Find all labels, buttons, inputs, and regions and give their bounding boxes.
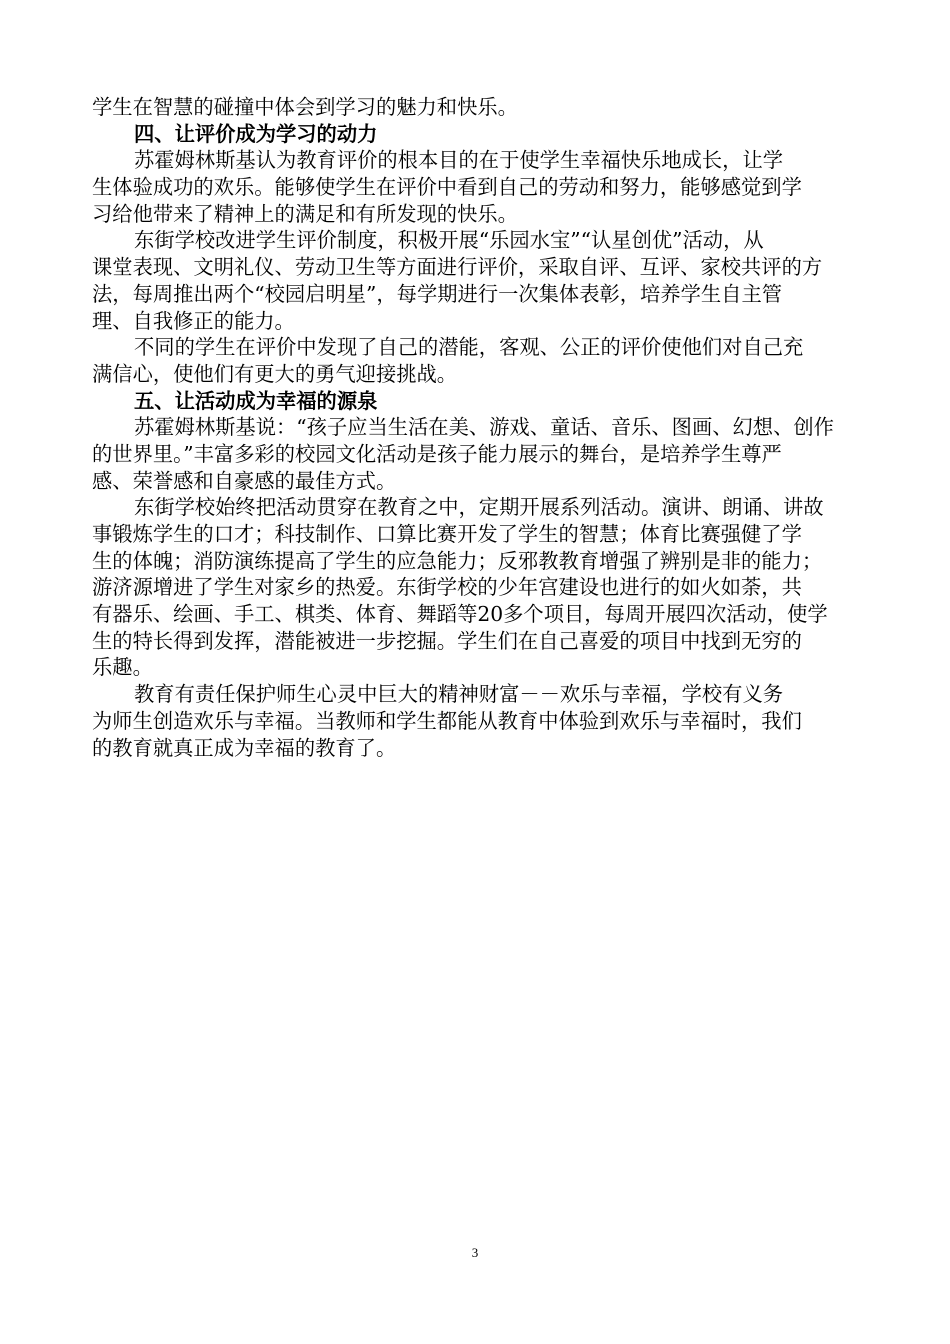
paragraph-line: 不同的学生在评价中发现了自己的潜能，客观、公正的评价使他们对自己充: [134, 335, 804, 360]
paragraph-line: 乐趣。: [92, 655, 153, 680]
page-number: 3: [471, 1245, 479, 1260]
paragraph-line: 的教育就真正成为幸福的教育了。: [92, 735, 397, 760]
paragraph-line: 游济源增进了学生对家乡的热爱。东街学校的少年宫建设也进行的如火如荼，共: [92, 575, 802, 600]
section-heading: 四、让评价成为学习的动力: [134, 121, 378, 146]
paragraph-line: 生体验成功的欢乐。能够使学生在评价中看到自己的劳动和努力，能够感觉到学: [92, 175, 802, 200]
paragraph-line: 的世界里。”丰富多彩的校园文化活动是孩子能力展示的舞台，是培养学生尊严: [92, 441, 782, 466]
paragraph-line: 法，每周推出两个“校园启明星”，每学期进行一次集体表彰，培养学生自主管: [92, 281, 783, 306]
paragraph-line: 感、荣誉感和自豪感的最佳方式。: [92, 468, 397, 493]
section-heading: 五、让活动成为幸福的源泉: [134, 388, 378, 413]
paragraph-line: 苏霍姆林斯基认为教育评价的根本目的在于使学生幸福快乐地成长，让学: [134, 148, 784, 173]
paragraph-line: 理、自我修正的能力。: [92, 308, 295, 333]
paragraph-line: 教育有责任保护师生心灵中巨大的精神财富－－欢乐与幸福，学校有义务: [134, 682, 784, 707]
paragraph-line: 满信心，使他们有更大的勇气迎接挑战。: [92, 361, 458, 386]
paragraph-line: 生的特长得到发挥，潜能被进一步挖掘。学生们在自己喜爱的项目中找到无穷的: [92, 628, 802, 653]
paragraph-line: 苏霍姆林斯基说：“孩子应当生活在美、游戏、童话、音乐、图画、幻想、创作: [134, 415, 834, 440]
paragraph-line: 生的体魄；消防演练提高了学生的应急能力；反邪教教育增强了辨别是非的能力；: [92, 548, 823, 573]
paragraph-line: 东街学校改进学生评价制度，积极开展“乐园水宝”“认星创优”活动，从: [134, 228, 764, 253]
paragraph-line: 为师生创造欢乐与幸福。当教师和学生都能从教育中体验到欢乐与幸福时，我们: [92, 708, 802, 733]
paragraph-line: 有器乐、绘画、手工、棋类、体育、舞蹈等20多个项目，每周开展四次活动，使学: [92, 602, 828, 627]
document-body: [92, 94, 862, 761]
paragraph-line: 课堂表现、文明礼仪、劳动卫生等方面进行评价，采取自评、互评、家校共评的方: [92, 255, 823, 280]
paragraph-line: 事锻炼学生的口才；科技制作、口算比赛开发了学生的智慧；体育比赛强健了学: [92, 522, 802, 546]
paragraph-line: 学生在智慧的碰撞中体会到学习的魅力和快乐。: [92, 95, 518, 119]
paragraph-line: 东街学校始终把活动贯穿在教育之中，定期开展系列活动。演讲、朗诵、讲故: [134, 495, 824, 520]
paragraph-line: 习给他带来了精神上的满足和有所发现的快乐。: [92, 201, 518, 226]
